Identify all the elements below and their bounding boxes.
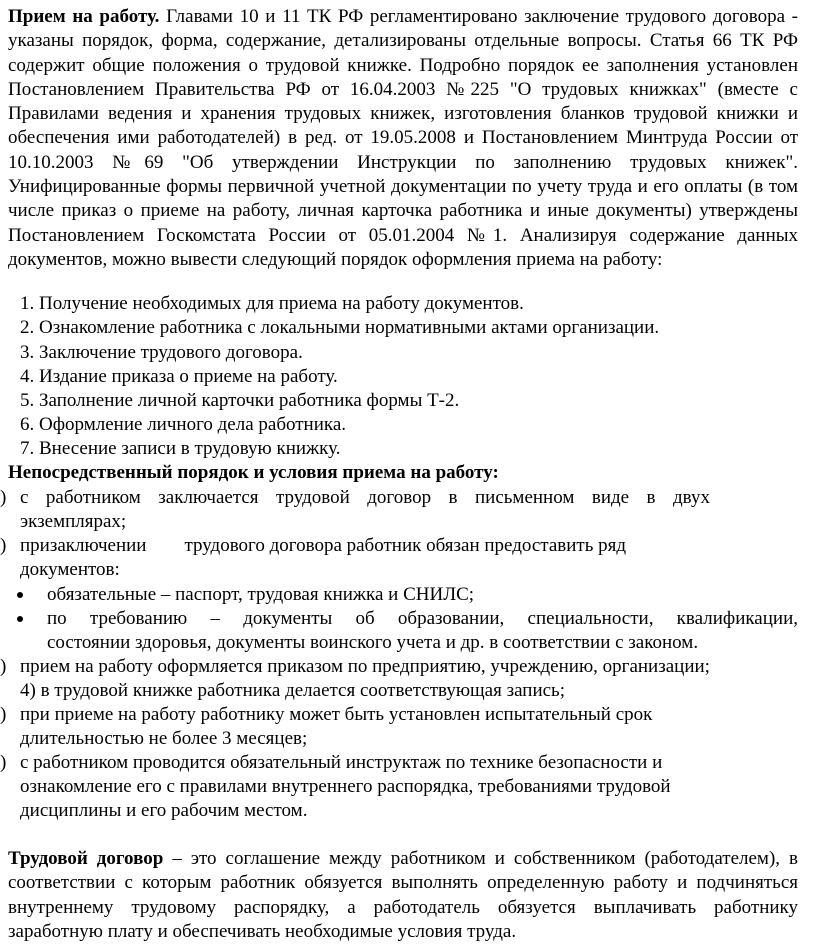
list-marker: ) bbox=[0, 487, 7, 508]
definition-text: – это соглашение между работником и собственником (работодателем), в соответствии с которым работник обязуется выполнять определенную работу и подчиняться внутреннему трудовому распорядку, а работодатель обязуется выплачивать работнику заработную плату и обеспечивать необходимые условия труда. bbox=[8, 848, 799, 942]
definition-paragraph bbox=[8, 847, 798, 944]
list-marker: ) bbox=[0, 656, 7, 677]
intro-heading: Прием на работу. bbox=[8, 6, 160, 27]
definition-term: Трудовой договор bbox=[8, 848, 164, 869]
bullet-on-demand-line2: состоянии здоровья, документы воинского учета и др. в соответствии с законом. bbox=[47, 632, 699, 653]
intro-paragraph bbox=[8, 5, 798, 272]
condition-5-line2: длительностью не более 3 месяцев; bbox=[20, 728, 308, 749]
bullet-icon bbox=[17, 592, 23, 598]
list-item: 2. Ознакомление работника с локальными нормативными актами организации. bbox=[20, 317, 660, 338]
condition-1-line1: с работником заключается трудовой договор в письменном виде в двух bbox=[20, 487, 710, 508]
list-item: 6. Оформление личного дела работника. bbox=[20, 414, 347, 435]
condition-3: прием на работу оформляется приказом по предприятию, учреждению, организации; bbox=[20, 656, 710, 677]
condition-2-line2: документов: bbox=[20, 559, 120, 580]
condition-6-line2: ознакомление его с правилами внутреннего распорядка, требованиями трудовой bbox=[20, 776, 671, 797]
condition-6-line1: с работником проводится обязательный инструктаж по технике безопасности и bbox=[20, 752, 663, 773]
list-marker: ) bbox=[0, 704, 7, 725]
list-marker: ) bbox=[0, 535, 7, 556]
condition-1-line2: экземплярах; bbox=[20, 511, 127, 532]
condition-5-line1: при приеме на работу работнику может быть установлен испытательный срок bbox=[20, 704, 653, 725]
condition-4: 4) в трудовой книжке работника делается соответствующая запись; bbox=[20, 680, 565, 701]
intro-text: Главами 10 и 11 ТК РФ регламентировано заключение трудового договора - указаны порядок, форма, содержание, детализированы отдельные вопросы. Статья 66 ТК РФ содержит общие положения о трудовой книжке. Подробно порядок ее заполнения установлен Постановлением Правительства РФ от 16.04.2003 №225 "О трудовых книжках" (вместе с Правилами ведения и хранения трудовых книжек, изготовления бланков трудовой книжки и обеспечения ими работодателей) в ред. от 19.05.2008 и Постановлением Минтруда России от 10.10.2003 №69 "Об утверждении Инструкции по заполнению трудовых книжек". Унифицированные формы первичной учетной документации по учету труда и его оплаты (в том числе приказ о приеме на работу, личная карточка работника и иные документы) утверждены Постановлением Госкомстата России от 05.01.2004 №1. Анализируя содержание данных документов, можно вывести следующий порядок оформления приема на работу: bbox=[8, 6, 798, 270]
bullet-required-docs: обязательные – паспорт, трудовая книжка и СНИЛС; bbox=[47, 584, 475, 605]
condition-2-line1: призаключении трудового договора работник обязан предоставить ряд bbox=[20, 535, 627, 556]
list-marker: ) bbox=[0, 752, 7, 773]
condition-6-line3: дисциплины и его рабочим местом. bbox=[20, 800, 308, 821]
list-item: 7. Внесение записи в трудовую книжку. bbox=[20, 438, 341, 459]
conditions-heading: Непосредственный порядок и условия приема на работу: bbox=[8, 462, 499, 483]
list-item: 1. Получение необходимых для приема на работу документов. bbox=[20, 293, 524, 314]
bullet-icon bbox=[17, 616, 23, 622]
list-item: 5. Заполнение личной карточки работника формы Т-2. bbox=[20, 390, 460, 411]
bullet-on-demand-line1: по требованию – документы об образовании, специальности, квалификации, bbox=[47, 608, 798, 629]
list-item: 4. Издание приказа о приеме на работу. bbox=[20, 366, 338, 387]
list-item: 3. Заключение трудового договора. bbox=[20, 342, 303, 363]
